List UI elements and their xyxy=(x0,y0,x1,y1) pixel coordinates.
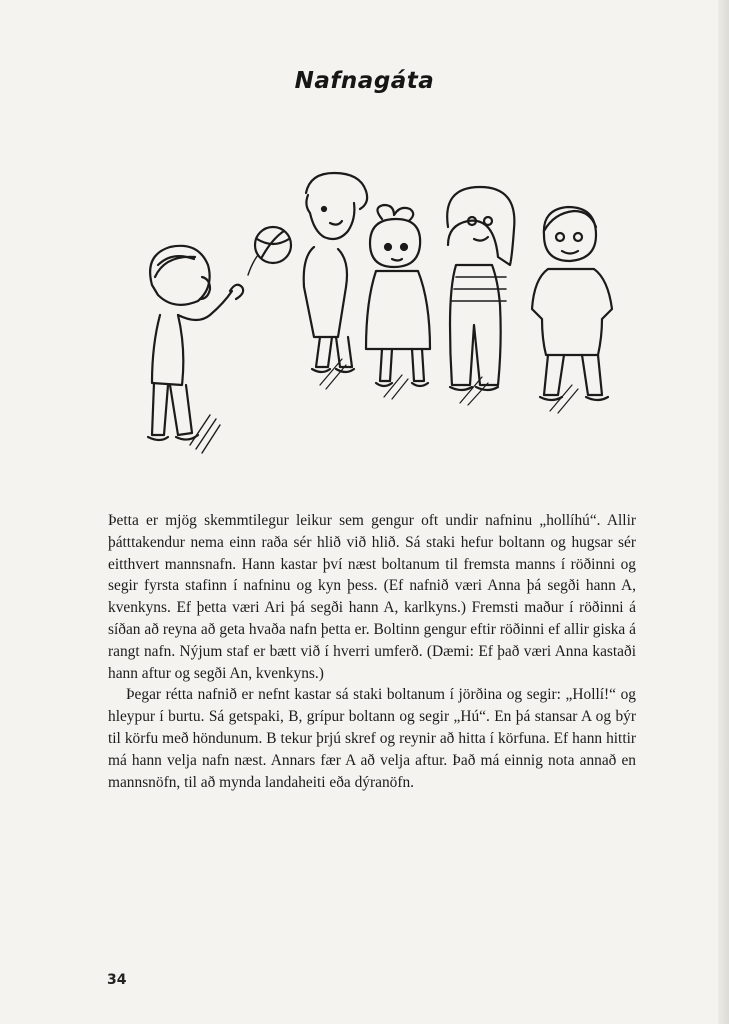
body-text xyxy=(108,510,636,793)
page-number: 34 xyxy=(107,972,127,988)
child-boy-right xyxy=(532,207,612,400)
page-edge xyxy=(718,0,729,1024)
paragraph-1: Þetta er mjög skemmtilegur leikur sem gengur oft undir nafninu „hollíhú“. Allir þátttakendur nema einn raða sér hlið við hlið. Sá staki hefur boltann og hugsar sér eitthvert mannsnafn. Hann kastar því næst boltanum til fremsta manns í röðinni og segir fyrsta stafinn í nafninu og kyn þess. (Ef nafnið væri Anna þá segði hann A, kvenkyns. Ef þetta væri Ari þá segði hann A, karlkyns.) Fremsti maður í röðinni á síðan að reyna að geta hvaða nafn þetta er. Boltinn gengur eftir röðinni ef allir giska á rangt nafn. Nýjum staf er bætt við í hverri umferð. (Dæmi: Ef það væri Anna kastaði hann aftur og segði An, kvenkyns.) xyxy=(108,512,636,682)
children-playing-ball-icon xyxy=(130,165,620,485)
child-girl-bow xyxy=(366,205,430,386)
child-thrower xyxy=(148,246,243,453)
ground-lines xyxy=(320,359,578,413)
paragraph-2: Þegar rétta nafnið er nefnt kastar sá staki boltanum í jörðina og segir: „Hollí!“ og hleypur í burtu. Sá getspaki, B, grípur boltann og segir „Hú“. En þá stansar A og býr til körfu með höndunum. B tekur þrjú skref og reynir að hitta í körfuna. Ef hann hittir má hann velja nafn næst. Annars fær A að velja aftur. Það má einnig nota annað en mannsnöfn, til að mynda landaheiti eða dýranöfn. xyxy=(108,686,636,791)
ball-icon xyxy=(248,227,291,275)
child-curly xyxy=(304,173,367,372)
child-overalls xyxy=(447,187,514,390)
page-title: Nafnagáta xyxy=(294,68,435,94)
